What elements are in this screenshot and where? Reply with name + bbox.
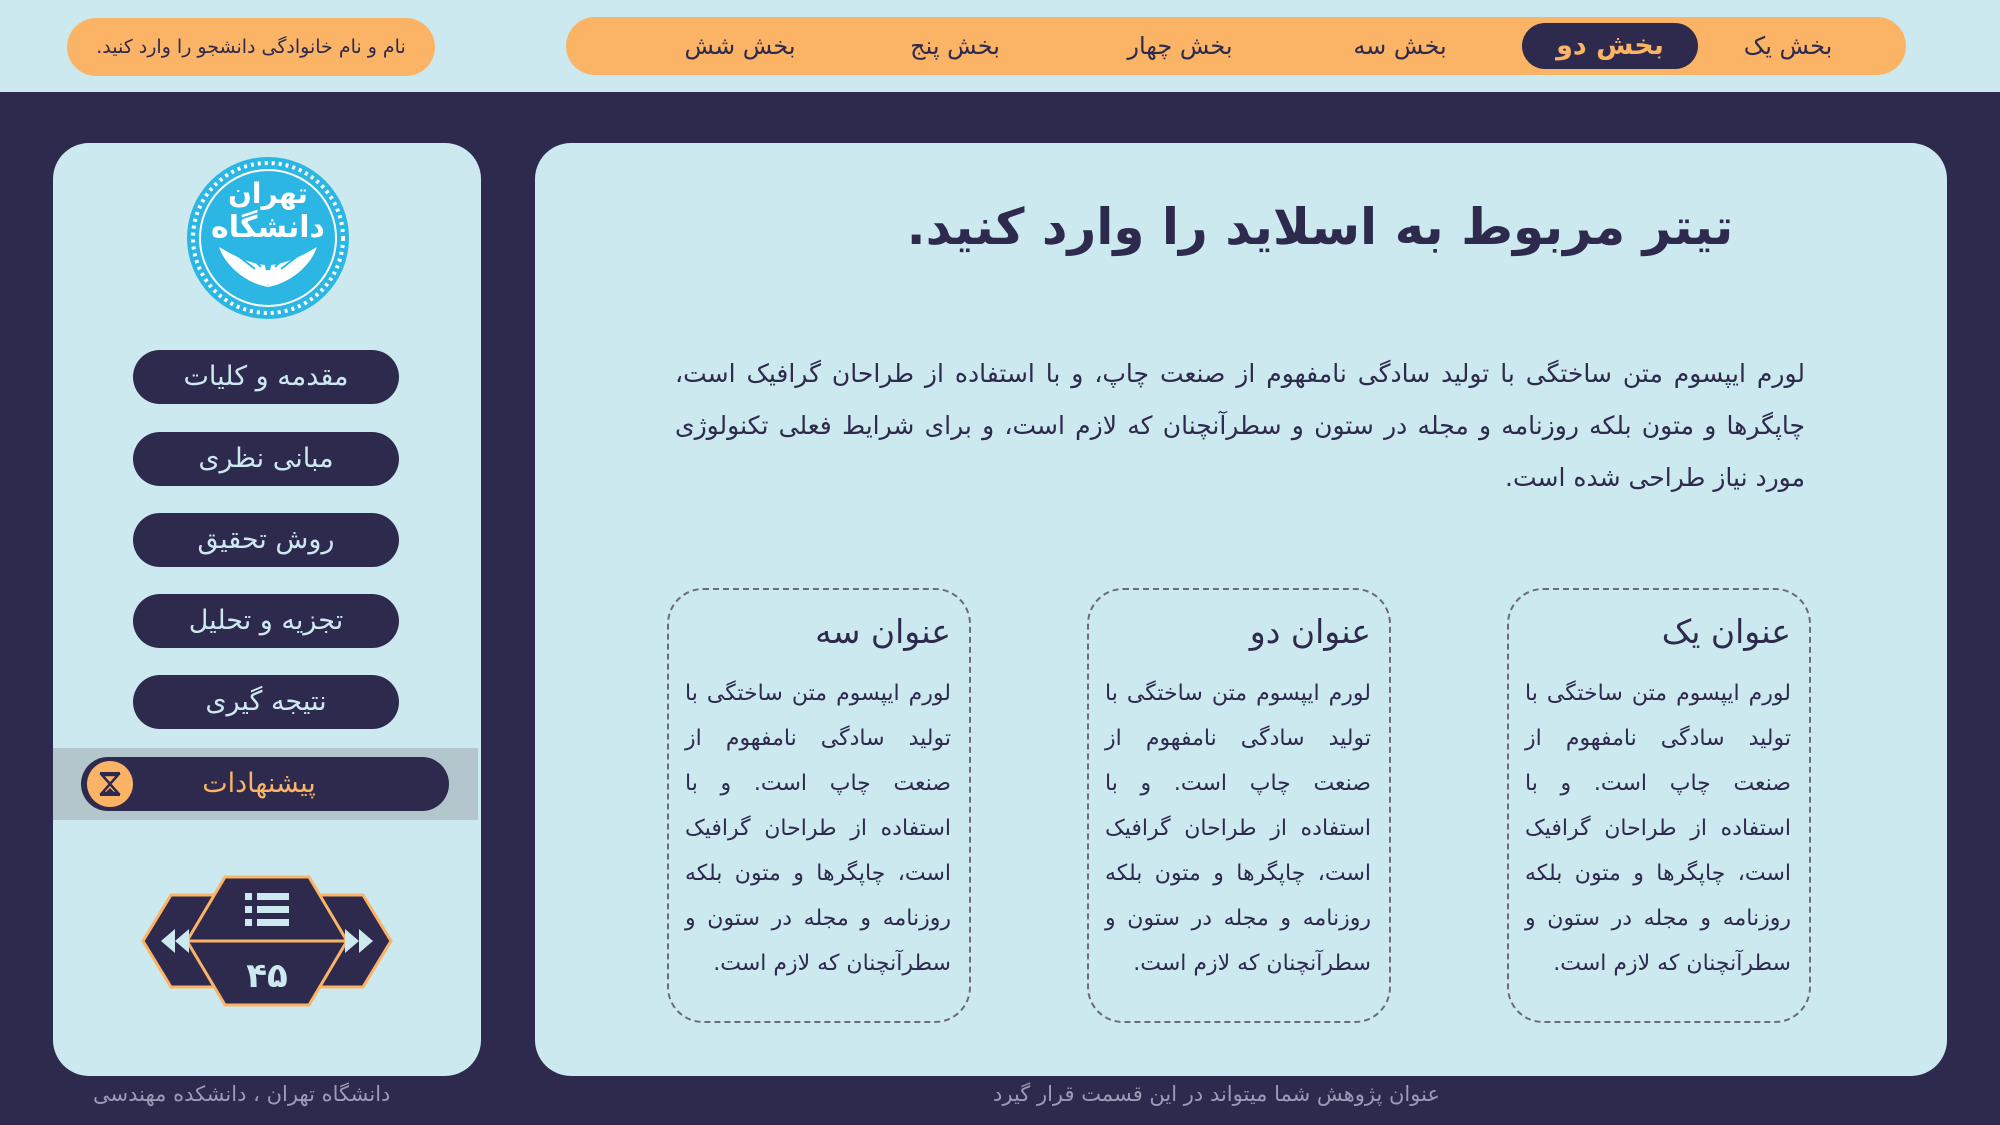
card-title: عنوان سه — [815, 612, 951, 651]
menu-item-conclusion[interactable]: نتیجه گیری — [133, 675, 399, 729]
menu-item-introduction[interactable]: مقدمه و کلیات — [133, 350, 399, 404]
card-two — [1087, 588, 1391, 1023]
section-nav — [566, 17, 1906, 75]
card-three — [667, 588, 971, 1023]
sidebar — [53, 143, 481, 1076]
tab-section-4[interactable]: بخش چهار — [1127, 32, 1233, 60]
footer-university: دانشگاه تهران ، دانشکده مهندسی — [93, 1082, 391, 1106]
tab-section-3[interactable]: بخش سه — [1353, 32, 1447, 60]
card-title: عنوان دو — [1249, 612, 1371, 651]
main-panel — [535, 143, 1947, 1076]
university-logo-icon — [185, 155, 351, 321]
menu-item-method[interactable]: روش تحقیق — [133, 513, 399, 567]
card-body: لورم ایپسوم متن ساختگی با تولید سادگی نامفهوم از صنعت چاپ است. و با استفاده از طراحان گرافیک است، چاپگرها و متون بلکه روزنامه و مجله در ستون و سطرآنچنان که لازم است. — [1525, 681, 1791, 976]
student-name-label: نام و نام خانوادگی دانشجو را وارد کنید. — [67, 18, 435, 76]
card-body: لورم ایپسوم متن ساختگی با تولید سادگی نامفهوم از صنعت چاپ است. و با استفاده از طراحان گرافیک است، چاپگرها و متون بلکه روزنامه و مجله در ستون و سطرآنچنان که لازم است. — [1105, 681, 1371, 976]
svg-text:تهران: تهران — [228, 177, 308, 210]
menu-item-analysis[interactable]: تجزیه و تحلیل — [133, 594, 399, 648]
slide-title: تیتر مربوط به اسلاید را وارد کنید. — [906, 198, 1734, 256]
menu-item-theory[interactable]: مبانی نظری — [133, 432, 399, 486]
tab-section-5[interactable]: بخش پنج — [910, 32, 1000, 60]
slide-description: لورم ایپسوم متن ساختگی با تولید سادگی نامفهوم از صنعت چاپ، و با استفاده از طراحان گرافیک است، چاپگرها و متون بلکه روزنامه و مجله در ستون و سطرآنچنان که لازم است، و برای شرایط فعلی تکنولوژی مورد نیاز طراحی شده است. — [675, 359, 1805, 492]
footer-research-title: عنوان پژوهش شما میتواند در این قسمت قرار گیرد — [993, 1082, 1440, 1106]
card-title: عنوان یک — [1661, 612, 1791, 651]
tab-section-6[interactable]: بخش شش — [684, 32, 796, 60]
tab-section-2[interactable]: بخش دو — [1522, 23, 1698, 69]
list-icon — [245, 893, 289, 926]
card-one — [1507, 588, 1811, 1023]
card-body: لورم ایپسوم متن ساختگی با تولید سادگی نامفهوم از صنعت چاپ است. و با استفاده از طراحان گرافیک است، چاپگرها و متون بلکه روزنامه و مجله در ستون و سطرآنچنان که لازم است. — [685, 681, 951, 976]
svg-text:دانشگاه: دانشگاه — [211, 210, 325, 245]
hourglass-icon — [87, 761, 133, 807]
slide-pager — [139, 873, 395, 1009]
tab-section-1[interactable]: بخش یک — [1743, 32, 1833, 60]
menu-item-label: پیشنهادات — [202, 768, 316, 799]
menu-item-suggestions[interactable] — [81, 757, 449, 811]
top-bar — [0, 0, 2000, 92]
page-number: ۴۵ — [246, 956, 288, 996]
